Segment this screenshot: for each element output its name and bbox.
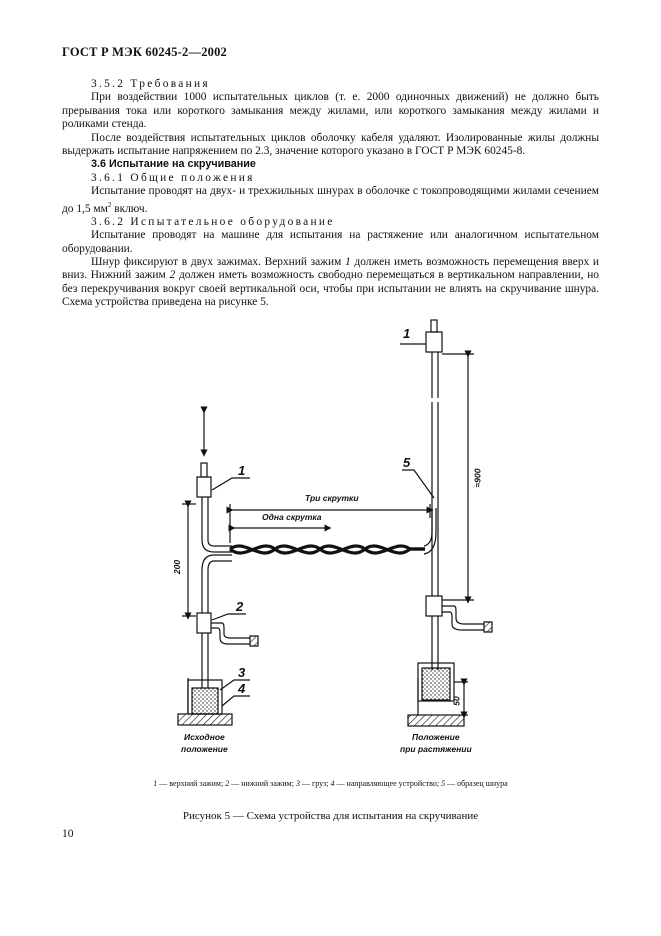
body-text bbox=[62, 78, 599, 310]
section-3-6-1-title: 3.6.1 Общие положения bbox=[91, 171, 255, 184]
dimension-bottom: 50 bbox=[451, 696, 462, 706]
dimension-right: ≈900 bbox=[472, 468, 483, 488]
callout-5: 5 bbox=[403, 455, 411, 470]
section-3-6-2-title: 3.6.2 Испытательное оборудование bbox=[91, 215, 335, 228]
section-3-5-2-paragraph-1: При воздействии 1000 испытательных циклов (т. е. 2000 одиночных движений) не должно быть прерывания тока или короткого замыкания между жилами, или короткого замыкания между жилами и роликами стенда. bbox=[62, 91, 599, 131]
section-3-6-1-paragraph: Испытание проводят на двух- и трехжильных шнурах в оболочке с токопроводящими жилами сечением до 1,5 $мм^2$ включ. bbox=[62, 185, 599, 215]
figure-legend: 1 — верхний зажим; 2 — нижний зажим; 3 — груз; 4 — направляющее устройство; 5 — образец шнура bbox=[153, 779, 508, 788]
callout-3: 3 bbox=[238, 665, 246, 680]
section-3-5-2-paragraph-2: После воздействия испытательных циклов оболочку кабеля удаляют. Изолированные жилы должны выдержать испытание напряжением по 2.3, значение которого указано в ГОСТ Р МЭК 60245-8. bbox=[62, 131, 599, 158]
page-number: 10 bbox=[62, 828, 74, 840]
caption-left-line-1: Исходное bbox=[184, 732, 225, 742]
document-header: ГОСТ Р МЭК 60245-2—2002 bbox=[62, 45, 227, 59]
three-twists-label: Три скрутки bbox=[305, 493, 359, 503]
dimension-left: 200 bbox=[172, 559, 183, 575]
callout-1-left: 1 bbox=[238, 463, 246, 478]
section-3-5-2-title: 3.5.2 Требования bbox=[91, 78, 210, 90]
one-twist-label: Одна скрутка bbox=[262, 512, 322, 522]
figure-caption: Рисунок 5 — Схема устройства для испытания на скручивание bbox=[182, 810, 479, 822]
section-3-6-2-paragraph-1: Испытание проводят на машине для испытания на растяжение или аналогичном испытательном оборудовании. bbox=[62, 229, 599, 255]
callout-1-right: 1 bbox=[403, 326, 411, 341]
caption-left-line-2: положение bbox=[181, 744, 228, 754]
callout-2: 2 bbox=[236, 599, 244, 614]
figure-5-diagram bbox=[150, 318, 510, 768]
callout-4: 4 bbox=[238, 681, 246, 696]
section-3-6-2-paragraph-2: Шнур фиксируют в двух зажимах. Верхний зажим 1 должен иметь возможность перемещения вверх и вниз. Нижний зажим 2 должен иметь возможность свободно перемещаться в вертикальном направлении, но без перекручивания вокруг своей вертикальной оси, чтобы при испытании не влиять на скручивание шнура. Схема устройства приведена на рисунке 5. bbox=[62, 256, 599, 309]
caption-right-line-2: при растяжении bbox=[400, 744, 472, 754]
caption-right-line-1: Положение bbox=[412, 732, 460, 742]
section-3-6-title: 3.6 Испытание на скручивание bbox=[91, 158, 256, 171]
